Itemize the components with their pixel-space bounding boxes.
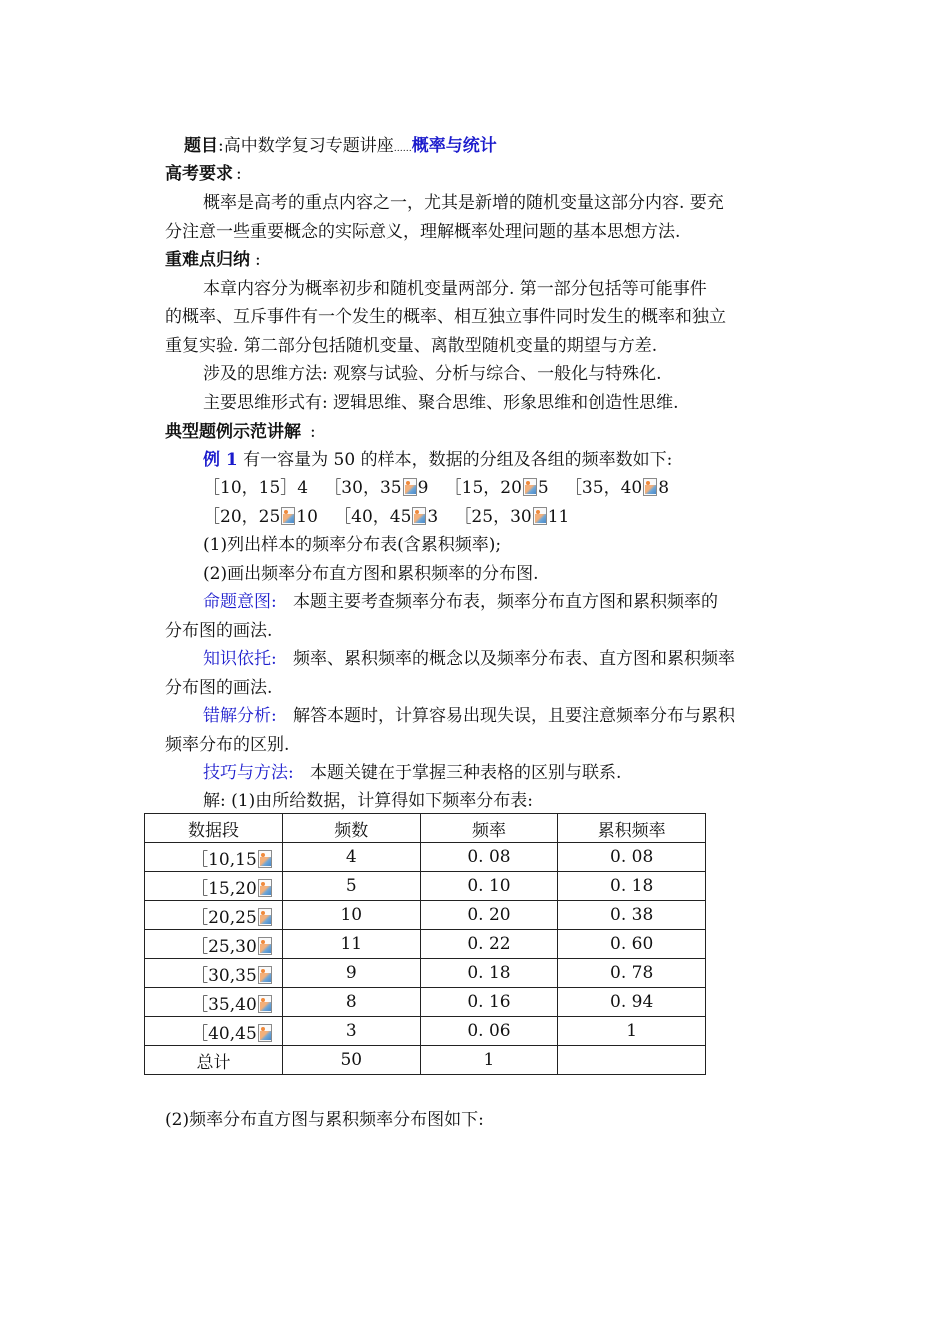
- error-text: 解答本题时，计算容易出现失误，且要注意频率分布与累积: [292, 706, 735, 726]
- frequency-table: [144, 813, 706, 1075]
- table-total-row: [145, 1046, 706, 1075]
- example-intro: 有一容量为 50 的样本，数据的分组及各组的频率数如下:: [243, 450, 673, 470]
- broken-image-icon: [258, 995, 272, 1013]
- question-2: (2)画出频率分布直方图和累积频率的分布图.: [203, 564, 539, 584]
- key-paragraph-4: 涉及的思维方法: 观察与试验、分析与综合、一般化与特殊化.: [203, 364, 662, 384]
- freq-cell: 0. 16: [420, 988, 558, 1017]
- header-segment: 数据段: [145, 814, 283, 843]
- group-count: 5: [537, 478, 549, 498]
- group-interval: ［25，30: [454, 507, 532, 527]
- count-cell: 3: [282, 1017, 420, 1046]
- group-interval: ［10，15］: [203, 478, 298, 498]
- key-heading: 重难点归纳: [165, 250, 250, 270]
- segment-text: ［40,45: [191, 1023, 257, 1044]
- gaokao-heading: 高考要求: [165, 164, 233, 184]
- freq-cell: 0. 22: [420, 930, 558, 959]
- basis-label: 知识依托:: [203, 649, 277, 669]
- count-cell: 10: [282, 901, 420, 930]
- cum-cell: 0. 94: [558, 988, 706, 1017]
- count-cell: 9: [282, 959, 420, 988]
- examples-heading: 典型题例示范讲解: [165, 422, 301, 442]
- total-label: 总计: [145, 1046, 283, 1075]
- title-topic: 概率与统计: [411, 136, 497, 156]
- group-count: 11: [547, 507, 570, 527]
- group-count: 3: [427, 507, 439, 527]
- heading-colon: :: [310, 422, 316, 442]
- basis-line-2: 分布图的画法.: [165, 678, 273, 698]
- group-interval: ［15，20: [444, 478, 522, 498]
- table-row: [145, 988, 706, 1017]
- example-1-intro-line: [203, 448, 672, 472]
- broken-image-icon: [643, 478, 657, 496]
- broken-image-icon: [258, 937, 272, 955]
- broken-image-icon: [258, 879, 272, 897]
- count-cell: 11: [282, 930, 420, 959]
- intent-line: [203, 590, 718, 614]
- intent-line-2: 分布图的画法.: [165, 621, 273, 641]
- key-paragraph-2: 的概率、互斥事件有一个发生的概率、相互独立事件同时发生的概率和独立: [165, 307, 726, 327]
- groups-row-2: [203, 505, 569, 529]
- header-count: 频数: [282, 814, 420, 843]
- solution-line: 解: (1)由所给数据，计算得如下频率分布表:: [203, 791, 533, 811]
- segment-cell: [145, 843, 283, 872]
- cum-cell: 1: [558, 1017, 706, 1046]
- key-paragraph-1: 本章内容分为概率初步和随机变量两部分. 第一部分包括等可能事件: [203, 279, 707, 299]
- broken-image-icon: [281, 507, 295, 525]
- freq-cell: 0. 18: [420, 959, 558, 988]
- group-count: 4: [297, 478, 309, 498]
- segment-text: ［20,25: [191, 907, 257, 928]
- group-interval: ［35，40: [564, 478, 643, 498]
- group-count: 9: [417, 478, 429, 498]
- total-freq: 1: [420, 1046, 558, 1075]
- freq-cell: 0. 20: [420, 901, 558, 930]
- table-row: [145, 901, 706, 930]
- freq-cell: 0. 08: [420, 843, 558, 872]
- groups-row-1: [203, 476, 669, 500]
- error-line-2: 频率分布的区别.: [165, 735, 290, 755]
- table-header-row: [145, 814, 706, 843]
- table-row: [145, 959, 706, 988]
- broken-image-icon: [412, 507, 426, 525]
- example-label: 例 1: [203, 450, 238, 470]
- segment-text: ［10,15: [191, 849, 257, 870]
- broken-image-icon: [523, 478, 537, 496]
- table-row: [145, 930, 706, 959]
- group-interval: ［30，35: [324, 478, 402, 498]
- error-label: 错解分析:: [203, 706, 277, 726]
- freq-cell: 0. 06: [420, 1017, 558, 1046]
- gaokao-paragraph-1: 概率是高考的重点内容之一，尤其是新增的随机变量这部分内容. 要充: [203, 193, 724, 213]
- broken-image-icon: [258, 1024, 272, 1042]
- count-cell: 5: [282, 872, 420, 901]
- group-interval: ［40，45: [334, 507, 412, 527]
- heading-colon: :: [255, 250, 261, 270]
- cum-cell: 0. 18: [558, 872, 706, 901]
- key-paragraph-3: 重复实验. 第二部分包括随机变量、离散型随机变量的期望与方差.: [165, 336, 658, 356]
- gaokao-paragraph-2: 分注意一些重要概念的实际意义，理解概率处理问题的基本思想方法.: [165, 222, 681, 242]
- title-dots: ……: [393, 144, 412, 154]
- segment-cell: [145, 988, 283, 1017]
- basis-text: 频率、累积频率的概念以及频率分布表、直方图和累积频率: [292, 649, 735, 669]
- table-row: [145, 1017, 706, 1046]
- header-frequency: 频率: [420, 814, 558, 843]
- title-text: 高中数学复习专题讲座: [223, 136, 394, 156]
- key-paragraph-5: 主要思维形式有: 逻辑思维、聚合思维、形象思维和创造性思维.: [203, 393, 679, 413]
- intent-text: 本题主要考查频率分布表，频率分布直方图和累积频率的: [292, 592, 718, 612]
- basis-line: [203, 647, 735, 671]
- segment-text: ［35,40: [191, 994, 257, 1015]
- freq-cell: 0. 10: [420, 872, 558, 901]
- broken-image-icon: [258, 850, 272, 868]
- table-row: [145, 872, 706, 901]
- method-text: 本题关键在于掌握三种表格的区别与联系.: [309, 763, 622, 783]
- broken-image-icon: [403, 478, 417, 496]
- segment-text: ［15,20: [191, 878, 257, 899]
- cum-cell: 0. 60: [558, 930, 706, 959]
- segment-text: ［25,30: [191, 936, 257, 957]
- method-label: 技巧与方法:: [203, 763, 294, 783]
- group-interval: ［20，25: [203, 507, 281, 527]
- header-cumulative: 累积频率: [558, 814, 706, 843]
- broken-image-icon: [258, 908, 272, 926]
- error-line: [203, 704, 735, 728]
- total-cum: [558, 1046, 706, 1075]
- heading-colon: :: [236, 164, 242, 184]
- cum-cell: 0. 08: [558, 843, 706, 872]
- title-label: 题目: [184, 136, 218, 156]
- cum-cell: 0. 78: [558, 959, 706, 988]
- segment-cell: [145, 901, 283, 930]
- group-count: 10: [296, 507, 318, 527]
- segment-cell: [145, 930, 283, 959]
- segment-cell: [145, 872, 283, 901]
- question-1: (1)列出样本的频率分布表(含累积频率);: [203, 535, 502, 555]
- total-count: 50: [282, 1046, 420, 1075]
- segment-cell: [145, 959, 283, 988]
- broken-image-icon: [533, 507, 547, 525]
- intent-label: 命题意图:: [203, 592, 277, 612]
- method-line: [203, 761, 621, 785]
- count-cell: 4: [282, 843, 420, 872]
- segment-cell: [145, 1017, 283, 1046]
- title-line: [184, 134, 497, 161]
- broken-image-icon: [258, 966, 272, 984]
- title-colon: :: [218, 136, 224, 156]
- group-count: 8: [658, 478, 670, 498]
- part-2-line: (2)频率分布直方图与累积频率分布图如下:: [165, 1110, 484, 1130]
- cum-cell: 0. 38: [558, 901, 706, 930]
- count-cell: 8: [282, 988, 420, 1017]
- segment-text: ［30,35: [191, 965, 257, 986]
- table-row: [145, 843, 706, 872]
